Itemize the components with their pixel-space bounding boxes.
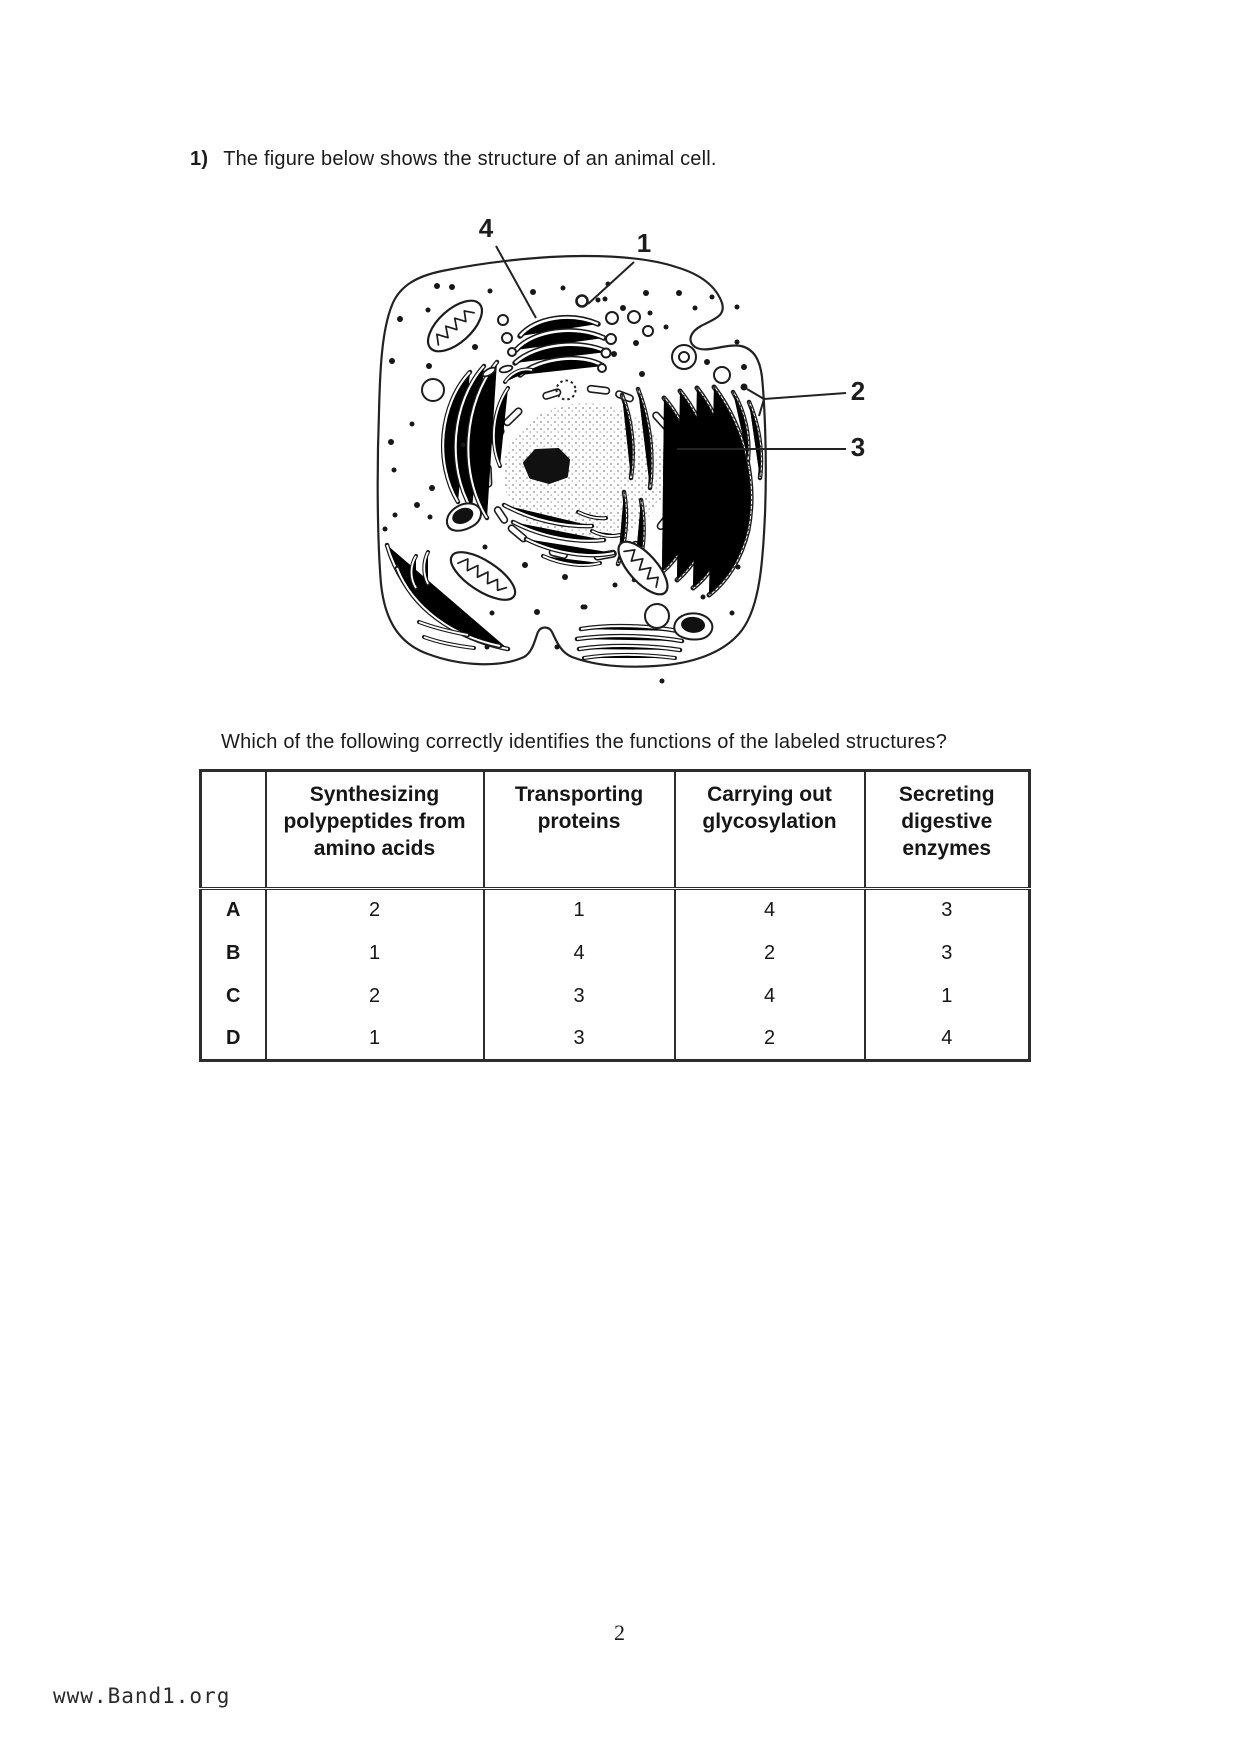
label-line-2 [747,389,846,416]
animal-cell-figure [330,192,890,692]
table-cell: 3 [865,932,1030,975]
mitochondrion [419,292,490,361]
figure-label-2: 2 [850,376,866,406]
table-header [201,771,1030,889]
table-cell: 4 [675,975,865,1018]
table-cell: 3 [865,889,1030,932]
row-label: B [201,932,266,975]
row-label: D [201,1018,266,1061]
table-cell: 1 [266,932,484,975]
prompt-text: Which of the following correctly identifies the functions of the labeled structures? [221,731,948,753]
table-cell: 4 [484,932,675,975]
table-row [201,975,1030,1018]
figure-label-1: 1 [636,228,652,258]
column-header: Secreting digestive enzymes [865,771,1030,889]
table-cell: 2 [675,932,865,975]
question-line [190,148,717,171]
table-cell: 2 [266,975,484,1018]
cell-diagram-svg [330,192,890,692]
table-row [201,1018,1030,1061]
figure-label-3: 3 [850,432,866,462]
table-cell: 3 [484,975,675,1018]
column-header: Transporting proteins [484,771,675,889]
table-cell: 4 [865,1018,1030,1061]
corner-cell [201,771,266,889]
page-number: 2 [614,1620,625,1645]
nucleolus [525,450,568,482]
table-cell: 2 [266,889,484,932]
column-header: Synthesizing polypeptides from amino acids [266,771,484,889]
table-row [201,932,1030,975]
question-text: The figure below shows the structure of an animal cell. [223,148,717,170]
table-cell: 1 [865,975,1030,1018]
table-cell: 1 [266,1018,484,1061]
table-cell: 4 [675,889,865,932]
label-line-4 [496,246,536,318]
table-row [201,889,1030,932]
table-cell: 1 [484,889,675,932]
mitochondrion [444,543,522,608]
column-header: Carrying out glycosylation [675,771,865,889]
label-line-1 [588,262,634,304]
footer-url: www.Band1.org [53,1684,231,1708]
table-cell: 3 [484,1018,675,1061]
row-label: C [201,975,266,1018]
options-table-wrap [199,769,1031,1062]
figure-label-4: 4 [478,213,494,243]
table-body [201,889,1030,1061]
row-label: A [201,889,266,932]
question-number: 1) [190,148,209,170]
table-cell: 2 [675,1018,865,1061]
options-table [199,769,1031,1062]
